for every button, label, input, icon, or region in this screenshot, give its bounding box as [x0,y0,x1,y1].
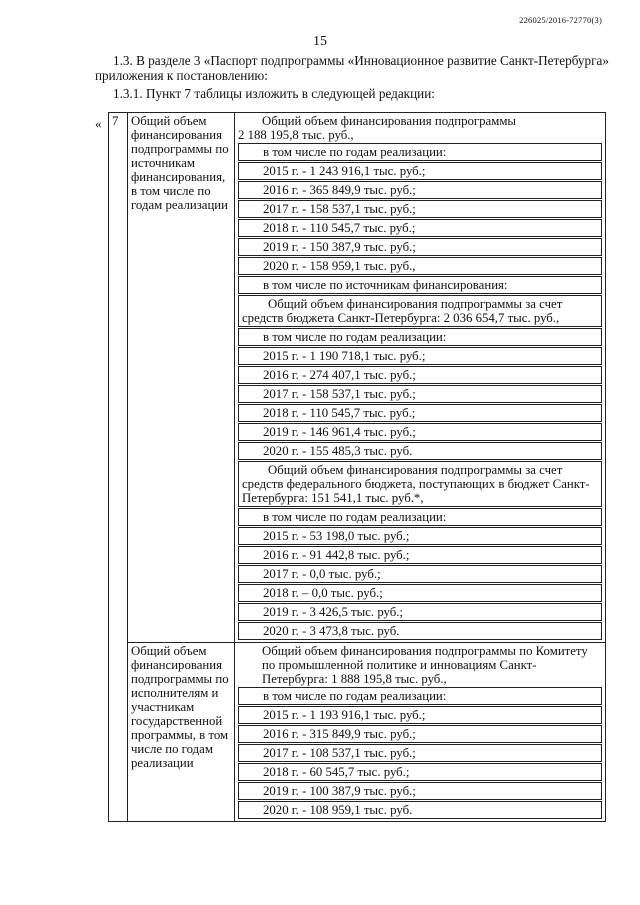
intro-line-2: приложения к постановлению: [95,68,268,83]
list-item: 2019 г. - 100 387,9 тыс. руб.; [238,782,602,800]
federal-by-years-label: в том числе по годам реализации: [238,508,602,526]
by-sources-label: в том числе по источникам финансирования: [238,276,602,294]
list-item: 2015 г. - 1 190 718,1 тыс. руб.; [238,347,602,365]
table-row [109,643,606,822]
list-item: 2019 г. - 146 961,4 тыс. руб.; [238,423,602,441]
list-item: 2015 г. - 53 198,0 тыс. руб.; [238,527,602,545]
committee-header: Общий объем финансирования подпрограммы по Комитету по промышленной политике и инновациям Санкт-Петербурга: 1 888 195,8 тыс. руб., [262,644,588,686]
label-by-executors: Общий объем финансирования подпрограммы по исполнителям и участникам государственной программы, в том числе по годам реализации [128,643,235,822]
list-item: 2017 г. - 158 537,1 тыс. руб.; [238,200,602,218]
financing-table [108,112,606,822]
list-item: 2016 г. - 274 407,1 тыс. руб.; [238,366,602,384]
list-item: 2016 г. - 91 442,8 тыс. руб.; [238,546,602,564]
list-item: 2020 г. - 158 959,1 тыс. руб., [238,257,602,275]
values-by-sources [235,113,606,643]
city-budget-header: Общий объем финансирования подпрограммы за счет средств бюджета Санкт-Петербурга: 2 036 654,7 тыс. руб., [238,295,602,327]
list-item: 2019 г. - 150 387,9 тыс. руб.; [238,238,602,256]
total-by-years-label: в том числе по годам реализации: [238,143,602,161]
intro-line-1: 1.3. В разделе 3 «Паспорт подпрограммы «Инновационное развитие Санкт-Петербурга» [113,53,609,68]
list-item: 2016 г. - 365 849,9 тыс. руб.; [238,181,602,199]
document-id: 226025/2016-72770(3) [519,15,602,25]
list-item: 2020 г. - 108 959,1 тыс. руб. [238,801,602,819]
intro-line-3: 1.3.1. Пункт 7 таблицы изложить в следующей редакции: [113,86,435,101]
list-item: 2015 г. - 1 193 916,1 тыс. руб.; [238,706,602,724]
row-number: 7 [109,113,128,822]
table-row [109,113,606,643]
list-item: 2017 г. - 108 537,1 тыс. руб.; [238,744,602,762]
page-number: 15 [313,34,327,49]
list-item: 2020 г. - 155 485,3 тыс. руб. [238,442,602,460]
total-amount: 2 188 195,8 тыс. руб., [238,128,354,142]
total-header: Общий объем финансирования подпрограммы [262,114,517,128]
list-item: 2016 г. - 315 849,9 тыс. руб.; [238,725,602,743]
committee-by-years-label: в том числе по годам реализации: [238,687,602,705]
list-item: 2018 г. – 0,0 тыс. руб.; [238,584,602,602]
label-by-sources: Общий объем финансирования подпрограммы по источникам финансирования, в том числе по годам реализации [128,113,235,643]
list-item: 2018 г. - 110 545,7 тыс. руб.; [238,219,602,237]
city-by-years-label: в том числе по годам реализации: [238,328,602,346]
list-item: 2018 г. - 60 545,7 тыс. руб.; [238,763,602,781]
list-item: 2017 г. - 0,0 тыс. руб.; [238,565,602,583]
list-item: 2019 г. - 3 426,5 тыс. руб.; [238,603,602,621]
values-by-executors [235,643,606,822]
list-item: 2015 г. - 1 243 916,1 тыс. руб.; [238,162,602,180]
list-item: 2017 г. - 158 537,1 тыс. руб.; [238,385,602,403]
federal-budget-header: Общий объем финансирования подпрограммы за счет средств федерального бюджета, поступающих в бюджет Санкт-Петербурга: 151 541,1 тыс. руб.*, [238,461,602,507]
total-block [238,114,602,142]
opening-quote: « [95,116,102,131]
list-item: 2020 г. - 3 473,8 тыс. руб. [238,622,602,640]
list-item: 2018 г. - 110 545,7 тыс. руб.; [238,404,602,422]
